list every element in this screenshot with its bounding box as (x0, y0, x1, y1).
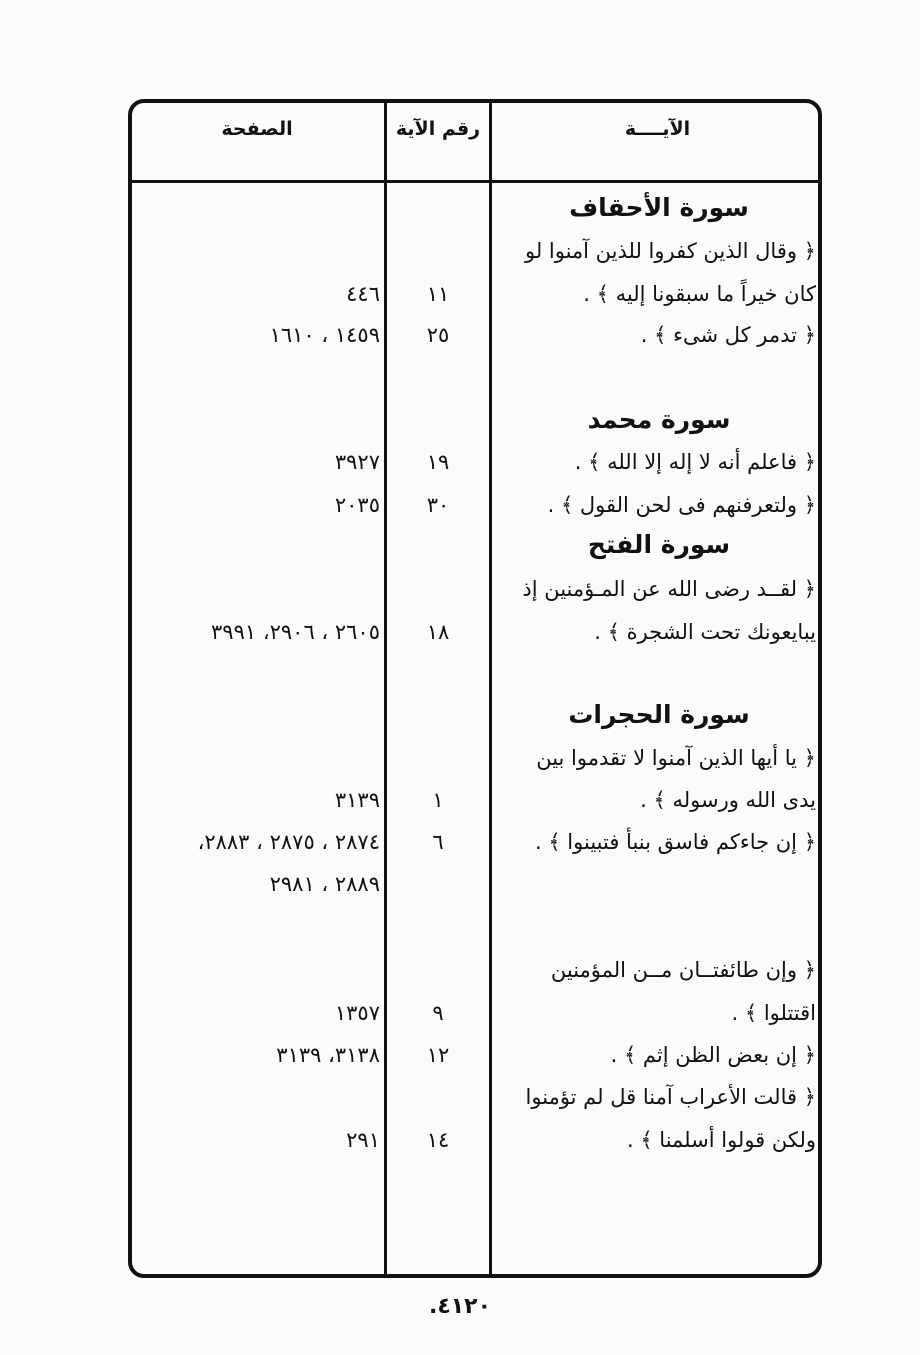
page-references: ٣١٣٨، ٣١٣٩ (276, 1043, 380, 1067)
page-references: ٢٠٣٥ (334, 493, 380, 517)
page-references: ٣١٣٩ (334, 788, 380, 812)
surah-title: سورة محمد (587, 405, 731, 434)
page-number: ٤١٢٠. (428, 1294, 492, 1319)
verse-text: ﴿ لقــد رضى الله عن المـؤمنين إذ (522, 577, 816, 601)
verse-text: اقتتلوا ﴾ . (731, 1001, 816, 1025)
page-references: ٢٩١ (346, 1128, 380, 1152)
page-references: ٤٤٦ (346, 282, 380, 306)
verse-text: يدى الله ورسوله ﴾ . (640, 788, 816, 812)
verse-text: ﴿ إن جاءكم فاسق بنبأ فتبينوا ﴾ . (534, 830, 816, 854)
verse-text: ﴿ وإن طائفتــان مــن المؤمنين (550, 958, 816, 982)
verse-number: ١ (432, 788, 444, 812)
verse-text: ﴿ وقال الذين كفروا للذين آمنوا لو (524, 239, 816, 263)
verse-text: يبايعونك تحت الشجرة ﴾ . (594, 620, 816, 644)
verse-text: ﴿ قالت الأعراب آمنا قل لم تؤمنوا (525, 1085, 816, 1109)
header-divider (128, 180, 822, 183)
verse-number: ٢٥ (426, 323, 450, 347)
verse-text: ﴿ تدمر كل شىء ﴾ . (640, 323, 816, 347)
header-verse: الآيــــة (624, 118, 691, 140)
page-references: ٢٨٨٩ ، ٢٩٨١ (269, 872, 380, 896)
header-page: الصفحة (221, 118, 293, 140)
surah-title: سورة الحجرات (568, 700, 750, 729)
column-divider-page (384, 99, 387, 1278)
verse-number: ٦ (432, 830, 444, 854)
verse-text: كان خيراً ما سبقونا إليه ﴾ . (583, 282, 816, 306)
verse-text: ﴿ إن بعض الظن إثم ﴾ . (610, 1043, 816, 1067)
verse-text: ﴿ يا أيها الذين آمنوا لا تقدموا بين (536, 746, 816, 770)
page-references: ٣٩٢٧ (334, 450, 380, 474)
surah-title: سورة الفتح (587, 530, 731, 559)
page-references: ٢٦٠٥ ، ٢٩٠٦، ٣٩٩١ (211, 620, 380, 644)
verse-number: ١٨ (426, 620, 450, 644)
verse-text: ولكن قولوا أسلمنا ﴾ . (626, 1128, 816, 1152)
surah-title: سورة الأحقاف (569, 193, 749, 222)
column-divider-verse (489, 99, 492, 1278)
page-references: ١٤٥٩ ، ١٦١٠ (269, 323, 380, 347)
verse-text: ﴿ ولتعرفنهم فى لحن القول ﴾ . (547, 493, 816, 517)
verse-number: ١٤ (426, 1128, 450, 1152)
verse-number: ٣٠ (426, 493, 450, 517)
page-references: ١٣٥٧ (334, 1001, 380, 1025)
verse-number: ١٢ (426, 1043, 450, 1067)
page-references: ٢٨٧٤ ، ٢٨٧٥ ، ٢٨٨٣، (197, 830, 380, 854)
header-verse-number: رقم الآية (395, 118, 481, 140)
verse-number: ١١ (426, 282, 450, 306)
verse-number: ٩ (432, 1001, 444, 1025)
verse-number: ١٩ (426, 450, 450, 474)
verse-text: ﴿ فاعلم أنه لا إله إلا الله ﴾ . (574, 450, 816, 474)
